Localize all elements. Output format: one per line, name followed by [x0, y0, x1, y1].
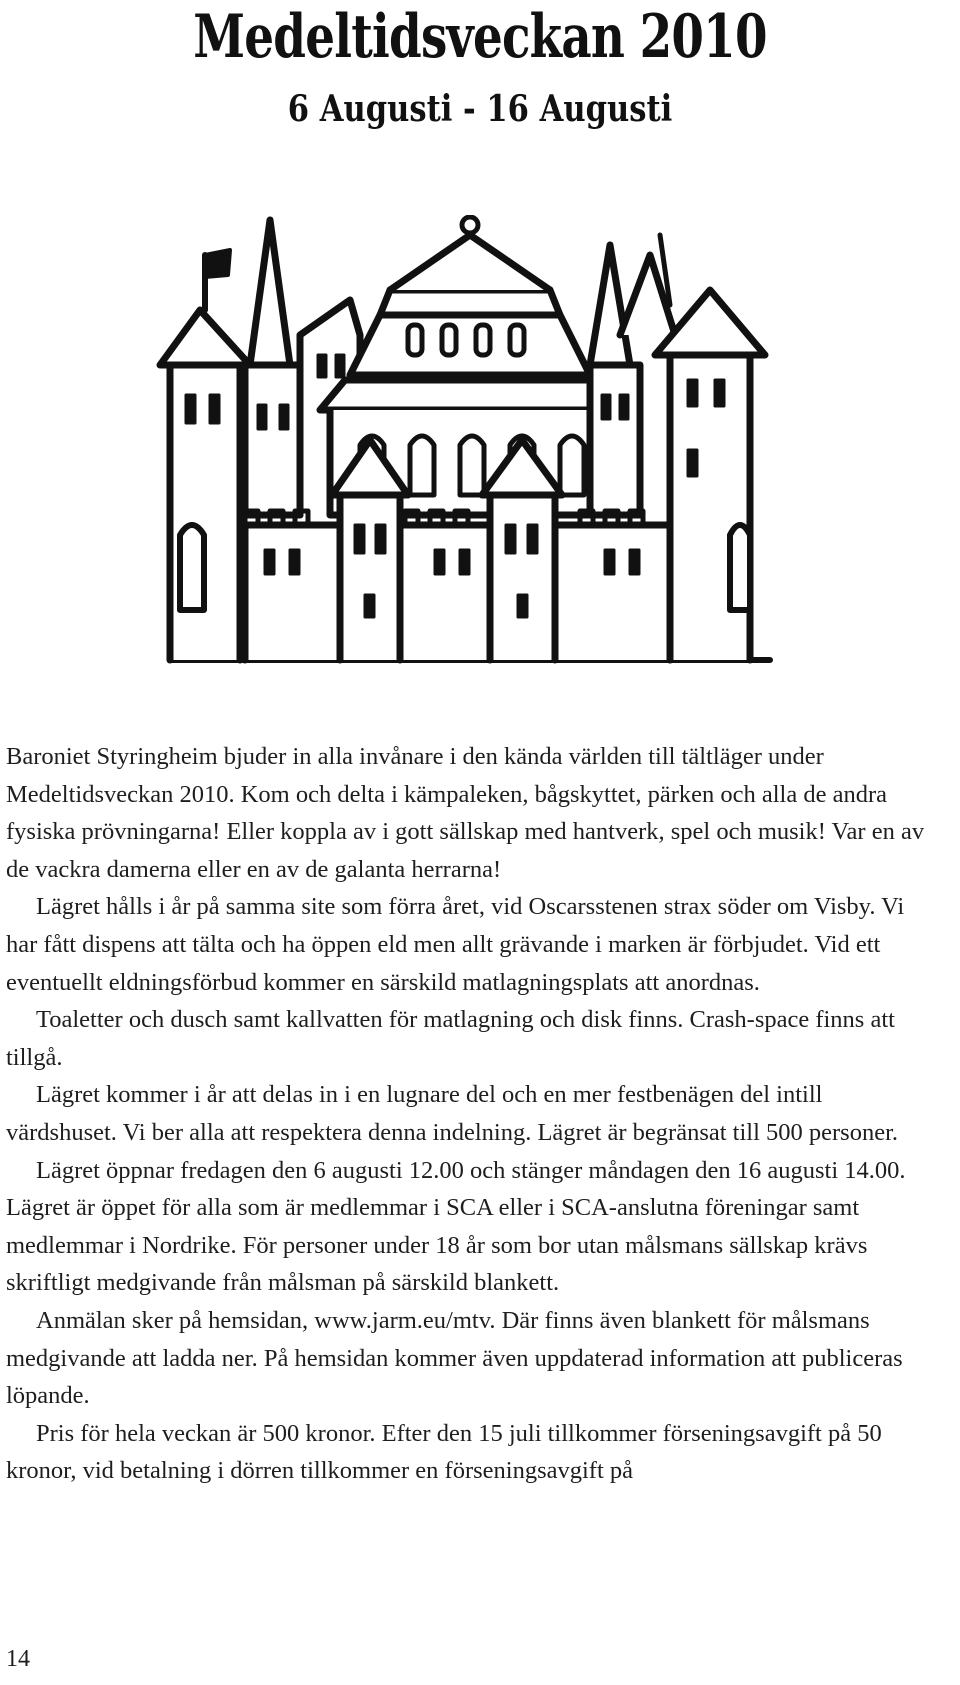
page-number: 14	[6, 1646, 30, 1672]
event-dates: 6 Augusti - 16 Augusti	[287, 88, 673, 130]
paragraph: Baroniet Styringheim bjuder in alla invånare i den kända världen till tältläger under Medeltidsveckan 2010. Kom och delta i kämpaleken, bågskyttet, pärken och alla de andra fysiska prövningarna! Eller koppla av i gott sällskap med hantverk, spel och musik! Var en av de vackra damerna eller en av de galanta herrarna!	[6, 743, 925, 883]
paragraph: Toaletter och dusch samt kallvatten för matlagning och disk finns. Crash-space finns att tillgå.	[6, 1006, 895, 1071]
body-text	[6, 738, 936, 1490]
paragraph: Lägret öppnar fredagen den 6 augusti 12.00 och stänger måndagen den 16 augusti 14.00. Lägret är öppet för alla som är medlemmar i SCA eller i SCA-anslutna föreningar samt medlemmar i Nordrike. För personer under 18 år som bor utan målsmans sällskap krävs skriftligt medgivande från målsman på särskild blankett.	[6, 1156, 906, 1297]
castle-woodcut-icon	[150, 215, 790, 685]
paragraph: Lägret hålls i år på samma site som förra året, vid Oscarsstenen strax söder om Visby. Vi har fått dispens att tälta och ha öppen eld men allt grävande i marken är förbjudet. Vid ett eventuellt eldningsförbud kommer en särskild matlagningsplats att anordnas.	[6, 893, 905, 996]
page-title: Medeltidsveckan 2010	[193, 2, 767, 72]
paragraph: Pris för hela veckan är 500 kronor. Efter den 15 juli tillkommer förseningsavgift på 50 kronor, vid betalning i dörren tillkommer en förseningsavgift på	[6, 1419, 882, 1485]
paragraph: Anmälan sker på hemsidan, www.jarm.eu/mtv. Där finns även blankett för målsmans medgivande att ladda ner. På hemsidan kommer även uppdaterad information att publiceras löpande.	[6, 1306, 903, 1410]
paragraph: Lägret kommer i år att delas in i en lugnare del och en mer festbenägen del intill värdshuset. Vi ber alla att respektera denna indelning. Lägret är begränsat till 500 personer.	[6, 1081, 899, 1146]
